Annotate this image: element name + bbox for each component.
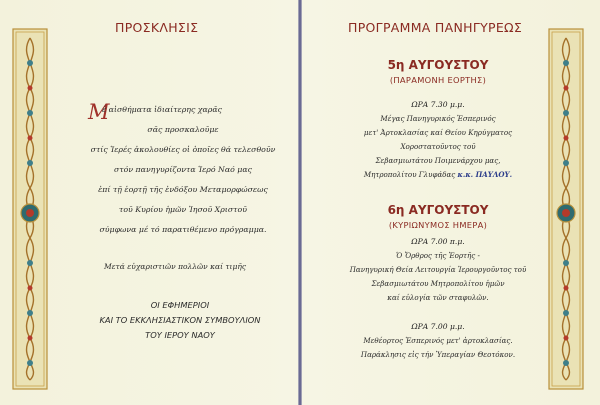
day1-program bbox=[318, 98, 558, 182]
body-line: σᾶς προσκαλοῦμε bbox=[147, 125, 219, 134]
body-line: σύμφωνα μέ τό παρατιθέμενο πρόγραμμα. bbox=[99, 225, 267, 234]
program-title: ΠΡΟΓΡΑΜΜΑ ΠΑΝΗΓΥΡΕΩΣ bbox=[348, 20, 523, 35]
center-fold bbox=[298, 0, 302, 405]
body-line: ἐπί τῇ ἑορτῇ τῆς ἐνδόξου Μεταμορφώσεως bbox=[98, 185, 268, 194]
program-line: καί εὐλογία τῶν σταφυλῶν. bbox=[387, 293, 489, 302]
day2-morning-program bbox=[318, 235, 558, 305]
program-line: Μεθέορτος Ἑσπερινός μετ' ἀρτοκλασίας. bbox=[363, 336, 513, 345]
program-line: μετ' Ἀρτοκλασίας καί Θείου Κηρύγματος bbox=[363, 128, 513, 137]
thanks-line: Μετά εὐχαριστιῶν πολλῶν καί τιμῆς bbox=[103, 262, 247, 271]
invitation-body bbox=[78, 100, 288, 240]
program-line: Παράκλησις εἰς τήν Ὑπεραγίαν Θεοτόκον. bbox=[360, 350, 516, 359]
program-line: Μέγας Πανηγυρικός Ἑσπερινός bbox=[380, 114, 496, 123]
program-line: Σεβασμιωτάτου Μητροπολίτου ἡμῶν bbox=[371, 279, 505, 288]
day2-subtitle: (ΚΥΡΙΩΝΥΜΟΣ ΗΜΕΡΑ) bbox=[388, 220, 488, 230]
drop-cap: Μ bbox=[88, 100, 110, 124]
day1-heading bbox=[318, 58, 558, 85]
program-line-text: Μητροπολίτου Γλυφάδας bbox=[363, 170, 458, 179]
program-line: Ὁ Ὄρθρος τῆς Ἑορτῆς - bbox=[396, 251, 480, 260]
body-line: στίς Ἱερές ἀκολουθίες οἱ ὁποῖες θά τελεσθοῦν bbox=[90, 145, 276, 154]
program-line: Πανηγυρική Θεία Λειτουργία Ἱερουργοῦντος τοῦ bbox=[349, 265, 527, 274]
program-line: Χοροστατοῦντος τοῦ bbox=[400, 142, 476, 151]
signature-line: ΟΙ ΕΦΗΜΕΡΙΟΙ bbox=[150, 300, 210, 310]
day1-subtitle: (ΠΑΡΑΜΟΝΗ ΕΟΡΤΗΣ) bbox=[389, 75, 487, 85]
day2-time-evening: ΩΡΑ 7.00 μ.μ. bbox=[411, 322, 465, 331]
signature-line: ΚΑΙ ΤΟ ΕΚΚΛΗΣΙΑΣΤΙΚΟΝ ΣΥΜΒΟΥΛΙΟΝ bbox=[99, 315, 261, 325]
day1-date: 5η ΑΥΓΟΥΣΤΟΥ bbox=[387, 58, 489, 72]
day2-evening-program bbox=[318, 320, 558, 362]
ornamental-border-left bbox=[12, 28, 48, 390]
body-line: έ αἰσθήματα ἰδιαίτερης χαρᾶς bbox=[102, 105, 222, 114]
signature-block bbox=[75, 298, 285, 343]
body-line: τοῦ Κυρίου ἡμῶν Ἰησοῦ Χριστοῦ bbox=[119, 205, 247, 214]
program-line bbox=[318, 168, 558, 182]
metropolitan-name: κ.κ. ΠΑΥΛΟΥ. bbox=[457, 170, 513, 179]
program-line: Σεβασμιωτάτου Ποιμενάρχου μας, bbox=[375, 156, 501, 165]
signature-line: ΤΟΥ ΙΕΡΟΥ ΝΑΟΥ bbox=[145, 330, 215, 340]
day2-date: 6η ΑΥΓΟΥΣΤΟΥ bbox=[387, 203, 489, 217]
body-line: στόν πανηγυρίζοντα Ἱερό Ναό μας bbox=[114, 165, 252, 174]
day1-time: ΩΡΑ 7.30 μ.μ. bbox=[411, 100, 465, 109]
invitation-title: ΠΡΟΣΚΛΗΣΙΣ bbox=[115, 20, 199, 35]
day2-heading bbox=[318, 203, 558, 230]
day2-time-morning: ΩΡΑ 7.00 π.μ. bbox=[411, 237, 465, 246]
